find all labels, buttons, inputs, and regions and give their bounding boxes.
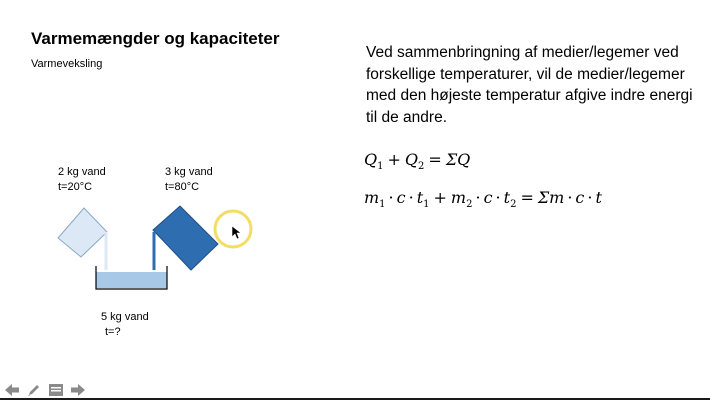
left-mass-label: 2 kg vand bbox=[58, 166, 106, 178]
slideshow-toolbar bbox=[4, 382, 86, 398]
arrow-right-icon bbox=[71, 384, 85, 396]
slide-menu-button[interactable] bbox=[48, 383, 64, 397]
body-text: Ved sammenbringning af medier/legemer ved forskellige temperaturer, vil de medier/legemer med den højeste temperatur afgive indre energi til de andre. bbox=[366, 44, 693, 126]
arrow-left-icon bbox=[5, 384, 19, 396]
pen-icon bbox=[27, 383, 41, 397]
cold-water-container bbox=[58, 208, 107, 257]
menu-icon bbox=[49, 384, 63, 396]
right-mass-label: 3 kg vand bbox=[165, 166, 213, 178]
slide-title: Varmemængder og kapaciteter bbox=[31, 29, 280, 48]
previous-slide-button[interactable] bbox=[4, 383, 20, 397]
pen-tool-button[interactable] bbox=[26, 383, 42, 397]
next-slide-button[interactable] bbox=[70, 383, 86, 397]
mix-temp-label: t=? bbox=[105, 326, 121, 338]
hot-water-container bbox=[153, 206, 218, 270]
mouse-cursor-icon bbox=[232, 226, 241, 239]
right-temp-label: t=80°C bbox=[165, 181, 200, 193]
mixed-water bbox=[96, 272, 167, 288]
equation-heat-sum: $Q_1 + Q_2 = \Sigma Q$ bbox=[364, 150, 471, 173]
slide-subtitle: Varmeveksling bbox=[31, 58, 103, 70]
equation-mass-heat: $m_1 \cdot c \cdot t_1 + m_2 \cdot c \cdot t_2 = \Sigma m \cdot c \cdot t$ bbox=[364, 188, 602, 211]
mix-mass-label: 5 kg vand bbox=[101, 311, 149, 323]
left-temp-label: t=20°C bbox=[58, 181, 93, 193]
